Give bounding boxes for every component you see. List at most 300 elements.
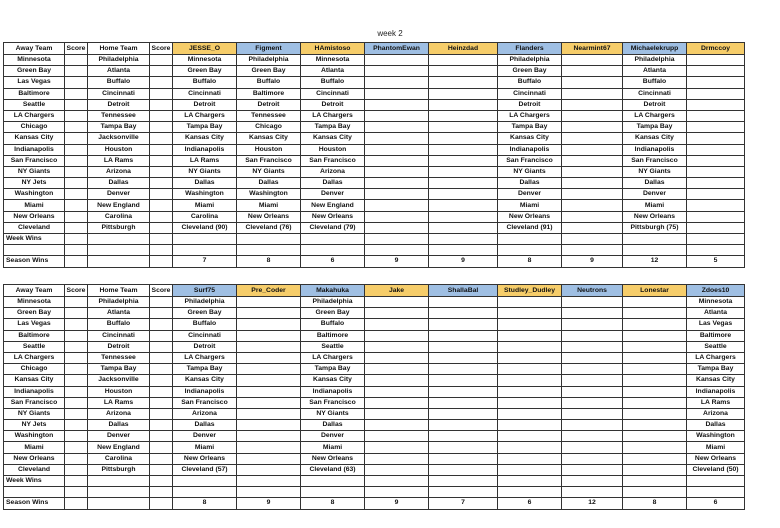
home-score-cell (150, 155, 173, 166)
away-score-cell (65, 88, 88, 99)
home-score-header: Score (150, 285, 173, 297)
pick-cell (562, 464, 623, 475)
pick-cell (365, 408, 429, 419)
game-row (4, 133, 745, 144)
home-score-cell (150, 375, 173, 386)
pick-cell (365, 55, 429, 66)
pick-cell: Cincinnati (623, 88, 687, 99)
pick-cell: Buffalo (301, 319, 365, 330)
pick-cell (562, 397, 623, 408)
blank-cell (65, 245, 88, 256)
game-row (4, 178, 745, 189)
pick-cell: LA Rams (687, 397, 745, 408)
pick-cell (623, 375, 687, 386)
home-score-cell (150, 397, 173, 408)
home-team-cell: New England (88, 442, 150, 453)
week-wins-cell (173, 234, 237, 245)
pick-cell (623, 364, 687, 375)
season-wins-cell: 8 (623, 498, 687, 509)
pick-cell: Seattle (301, 341, 365, 352)
pick-cell (237, 352, 301, 363)
blank-cell (301, 245, 365, 256)
pick-cell: Cleveland (50) (687, 464, 745, 475)
pick-cell (429, 211, 498, 222)
game-row (4, 155, 745, 166)
pick-cell (365, 110, 429, 121)
pick-cell: Kansas City (237, 133, 301, 144)
pick-cell: Detroit (498, 99, 562, 110)
home-team-cell: Detroit (88, 99, 150, 110)
pick-cell (429, 420, 498, 431)
season-wins-cell: 8 (498, 256, 562, 267)
pick-cell (562, 453, 623, 464)
pick-cell: Cincinnati (173, 330, 237, 341)
away-score-cell (65, 330, 88, 341)
pick-cell (365, 453, 429, 464)
home-score-cell (150, 211, 173, 222)
pick-cell: Cleveland (91) (498, 222, 562, 233)
pick-cell (562, 99, 623, 110)
away-score-cell (65, 420, 88, 431)
pick-cell (237, 308, 301, 319)
home-team-cell: Jacksonville (88, 375, 150, 386)
pick-cell: Dallas (301, 178, 365, 189)
away-score-cell (65, 453, 88, 464)
blank-cell (237, 487, 301, 498)
game-row (4, 144, 745, 155)
pick-cell: LA Chargers (623, 110, 687, 121)
pick-cell (365, 431, 429, 442)
week-wins-cell (150, 234, 173, 245)
pick-cell: Indianapolis (687, 386, 745, 397)
season-wins-row (4, 256, 745, 267)
pick-cell: Dallas (301, 420, 365, 431)
pick-cell: Minnesota (687, 297, 745, 308)
pick-cell (562, 77, 623, 88)
home-team-header: Home Team (88, 43, 150, 55)
game-row (4, 330, 745, 341)
pick-cell: LA Chargers (687, 352, 745, 363)
pick-cell: Tennessee (237, 110, 301, 121)
pick-cell (429, 330, 498, 341)
away-score-cell (65, 352, 88, 363)
away-score-cell (65, 144, 88, 155)
blank-cell (173, 245, 237, 256)
picker-header: Pre_Coder (237, 285, 301, 297)
away-team-cell: San Francisco (4, 397, 65, 408)
pick-cell (623, 408, 687, 419)
pick-cell: Detroit (173, 341, 237, 352)
home-team-cell: Cincinnati (88, 88, 150, 99)
pick-cell: NY Giants (623, 166, 687, 177)
pick-cell: Arizona (687, 408, 745, 419)
home-team-cell: New England (88, 200, 150, 211)
pick-cell (429, 222, 498, 233)
pick-cell (365, 200, 429, 211)
pick-cell (365, 144, 429, 155)
pick-cell: Kansas City (301, 375, 365, 386)
pick-cell (562, 352, 623, 363)
blank-cell (301, 487, 365, 498)
pick-cell (562, 341, 623, 352)
pick-cell (429, 88, 498, 99)
pick-cell (498, 297, 562, 308)
week-wins-label: Week Wins (4, 476, 65, 487)
blank-cell (623, 487, 687, 498)
season-wins-cell: 9 (365, 498, 429, 509)
week-wins-cell (65, 476, 88, 487)
pick-cell (365, 178, 429, 189)
home-team-cell: LA Rams (88, 155, 150, 166)
pick-cell: LA Chargers (173, 352, 237, 363)
pick-cell: Kansas City (173, 133, 237, 144)
pick-cell: Buffalo (173, 319, 237, 330)
picker-header: ShallaBal (429, 285, 498, 297)
away-team-cell: Seattle (4, 341, 65, 352)
pick-cell: Chicago (237, 122, 301, 133)
away-team-cell: Miami (4, 442, 65, 453)
pick-cell: Baltimore (301, 330, 365, 341)
picker-header: Figment (237, 43, 301, 55)
game-row (4, 420, 745, 431)
home-score-cell (150, 420, 173, 431)
pick-cell (498, 386, 562, 397)
pick-cell: San Francisco (301, 155, 365, 166)
home-team-cell: Detroit (88, 341, 150, 352)
blank-cell (237, 245, 301, 256)
pick-cell (498, 408, 562, 419)
pick-cell: Atlanta (687, 308, 745, 319)
pick-cell (623, 386, 687, 397)
season-wins-cell: 6 (301, 256, 365, 267)
pick-cell: Baltimore (237, 88, 301, 99)
pick-cell: Buffalo (301, 77, 365, 88)
game-row (4, 222, 745, 233)
pick-cell (498, 341, 562, 352)
pick-cell: Indianapolis (498, 144, 562, 155)
away-score-cell (65, 55, 88, 66)
season-wins-cell: 5 (687, 256, 745, 267)
home-score-cell (150, 55, 173, 66)
pick-cell (237, 386, 301, 397)
home-team-cell: Houston (88, 386, 150, 397)
pick-cell (687, 99, 745, 110)
blank-cell (150, 245, 173, 256)
away-team-cell: Minnesota (4, 297, 65, 308)
pick-cell (562, 200, 623, 211)
pick-cell (365, 222, 429, 233)
pick-cell: Buffalo (173, 77, 237, 88)
home-score-cell (150, 408, 173, 419)
week-wins-cell (429, 234, 498, 245)
pick-cell (365, 375, 429, 386)
pick-cell: Philadelphia (173, 297, 237, 308)
pick-cell (365, 330, 429, 341)
season-wins-cell: 8 (173, 498, 237, 509)
home-team-cell: Dallas (88, 178, 150, 189)
home-score-header: Score (150, 43, 173, 55)
game-row (4, 77, 745, 88)
week-wins-cell (301, 476, 365, 487)
week-wins-cell (562, 476, 623, 487)
pick-cell (498, 364, 562, 375)
pick-cell: Miami (173, 442, 237, 453)
season-wins-cell: 6 (687, 498, 745, 509)
pick-cell (365, 88, 429, 99)
picks-table-top (3, 42, 745, 268)
pick-cell (562, 166, 623, 177)
season-wins-cell: 7 (173, 256, 237, 267)
pick-cell: Minnesota (301, 55, 365, 66)
pick-cell (429, 341, 498, 352)
season-wins-cell: 6 (498, 498, 562, 509)
away-score-header: Score (65, 285, 88, 297)
pick-cell (687, 155, 745, 166)
home-score-cell (150, 178, 173, 189)
pick-cell: Philadelphia (498, 55, 562, 66)
pick-cell: Kansas City (687, 375, 745, 386)
blank-cell (498, 245, 562, 256)
home-score-cell (150, 352, 173, 363)
pick-cell (429, 386, 498, 397)
pick-cell: Dallas (687, 420, 745, 431)
away-score-cell (65, 66, 88, 77)
home-score-cell (150, 189, 173, 200)
game-row (4, 431, 745, 442)
season-wins-blank (150, 498, 173, 509)
pick-cell (623, 420, 687, 431)
away-score-cell (65, 189, 88, 200)
away-team-cell: Miami (4, 200, 65, 211)
pick-cell (237, 330, 301, 341)
week-wins-cell (623, 234, 687, 245)
pick-cell: NY Giants (237, 166, 301, 177)
pick-cell (687, 55, 745, 66)
blank-cell (429, 245, 498, 256)
pick-cell (365, 189, 429, 200)
pick-cell: Green Bay (173, 66, 237, 77)
home-team-cell: Cincinnati (88, 330, 150, 341)
pick-cell (429, 77, 498, 88)
home-team-cell: LA Rams (88, 397, 150, 408)
pick-cell (562, 442, 623, 453)
pick-cell: New England (301, 200, 365, 211)
home-score-cell (150, 222, 173, 233)
week-wins-cell (88, 476, 150, 487)
home-team-cell: Pittsburgh (88, 464, 150, 475)
home-team-cell: Dallas (88, 420, 150, 431)
away-score-cell (65, 364, 88, 375)
pick-cell: NY Giants (498, 166, 562, 177)
away-team-cell: San Francisco (4, 155, 65, 166)
week-wins-cell (301, 234, 365, 245)
pick-cell (429, 453, 498, 464)
pick-cell: Carolina (173, 211, 237, 222)
pick-cell (429, 464, 498, 475)
pick-cell (623, 352, 687, 363)
pick-cell (498, 352, 562, 363)
pick-cell: San Francisco (301, 397, 365, 408)
week-wins-cell (498, 476, 562, 487)
pick-cell: Cleveland (76) (237, 222, 301, 233)
blank-cell (498, 487, 562, 498)
away-team-cell: Green Bay (4, 308, 65, 319)
pick-cell (237, 408, 301, 419)
pick-cell (498, 442, 562, 453)
home-score-cell (150, 464, 173, 475)
pick-cell: Dallas (623, 178, 687, 189)
pick-cell (365, 364, 429, 375)
pick-cell (429, 55, 498, 66)
home-team-cell: Atlanta (88, 308, 150, 319)
away-score-cell (65, 386, 88, 397)
pick-cell: Green Bay (301, 308, 365, 319)
pick-cell: Tampa Bay (623, 122, 687, 133)
pick-cell (562, 155, 623, 166)
pick-cell (365, 341, 429, 352)
pick-cell (237, 442, 301, 453)
week-wins-cell (365, 234, 429, 245)
pick-cell (562, 431, 623, 442)
pick-cell: Cleveland (63) (301, 464, 365, 475)
season-wins-cell: 12 (562, 498, 623, 509)
home-team-cell: Tennessee (88, 110, 150, 121)
pick-cell (237, 319, 301, 330)
pick-cell (365, 420, 429, 431)
pick-cell (237, 431, 301, 442)
pick-cell: Green Bay (237, 66, 301, 77)
season-wins-blank (65, 256, 88, 267)
pick-cell (687, 166, 745, 177)
pick-cell: Dallas (237, 178, 301, 189)
blank-row (4, 487, 745, 498)
season-wins-blank (65, 498, 88, 509)
game-row (4, 308, 745, 319)
away-team-cell: Baltimore (4, 330, 65, 341)
week-wins-cell (623, 476, 687, 487)
pick-cell (365, 319, 429, 330)
pick-cell: Las Vegas (687, 319, 745, 330)
pick-cell (562, 133, 623, 144)
picker-header: HAmistoso (301, 43, 365, 55)
home-team-cell: Pittsburgh (88, 222, 150, 233)
away-team-cell: Indianapolis (4, 386, 65, 397)
season-wins-cell: 8 (301, 498, 365, 509)
pick-cell (429, 200, 498, 211)
pick-cell: Denver (498, 189, 562, 200)
away-team-cell: Washington (4, 431, 65, 442)
pick-cell: Denver (173, 431, 237, 442)
pick-cell (365, 297, 429, 308)
picker-header: Zdoes10 (687, 285, 745, 297)
game-row (4, 211, 745, 222)
week-wins-label: Week Wins (4, 234, 65, 245)
pick-cell (365, 66, 429, 77)
season-wins-cell: 8 (237, 256, 301, 267)
picker-header: Lonestar (623, 285, 687, 297)
pick-cell: Indianapolis (623, 144, 687, 155)
pick-cell: Kansas City (173, 375, 237, 386)
week-wins-cell (687, 476, 745, 487)
pick-cell (429, 178, 498, 189)
pick-cell: Dallas (498, 178, 562, 189)
game-row (4, 166, 745, 177)
season-wins-cell: 9 (429, 256, 498, 267)
home-score-cell (150, 88, 173, 99)
pick-cell (498, 431, 562, 442)
away-team-cell: LA Chargers (4, 352, 65, 363)
pick-cell (429, 133, 498, 144)
blank-cell (687, 487, 745, 498)
home-team-cell: Carolina (88, 211, 150, 222)
pick-cell (623, 330, 687, 341)
game-row (4, 386, 745, 397)
picker-header: Flanders (498, 43, 562, 55)
pick-cell: New Orleans (301, 211, 365, 222)
pick-cell: Indianapolis (173, 386, 237, 397)
pick-cell: Dallas (173, 178, 237, 189)
pick-cell (429, 189, 498, 200)
week-wins-cell (365, 476, 429, 487)
pick-cell: Washington (237, 189, 301, 200)
pick-cell: New Orleans (623, 211, 687, 222)
pick-cell (365, 308, 429, 319)
week-wins-cell (237, 476, 301, 487)
pick-cell: Cincinnati (301, 88, 365, 99)
blank-cell (562, 487, 623, 498)
pick-cell (687, 189, 745, 200)
home-team-cell: Houston (88, 144, 150, 155)
pick-cell (562, 110, 623, 121)
away-team-cell: Las Vegas (4, 77, 65, 88)
pick-cell: Detroit (237, 99, 301, 110)
pick-cell (687, 110, 745, 121)
pick-cell: Denver (301, 189, 365, 200)
pick-cell (365, 133, 429, 144)
season-wins-label: Season Wins (4, 498, 65, 509)
game-row (4, 200, 745, 211)
season-wins-label: Season Wins (4, 256, 65, 267)
pick-cell (562, 386, 623, 397)
home-score-cell (150, 330, 173, 341)
pick-cell: Green Bay (498, 66, 562, 77)
week-wins-cell (498, 234, 562, 245)
pick-cell: New Orleans (237, 211, 301, 222)
pick-cell (562, 144, 623, 155)
week-wins-cell (562, 234, 623, 245)
pick-cell (623, 297, 687, 308)
pick-cell (237, 420, 301, 431)
pick-cell (687, 178, 745, 189)
pick-cell (687, 222, 745, 233)
pick-cell (365, 386, 429, 397)
pick-cell (429, 144, 498, 155)
pick-cell (562, 211, 623, 222)
away-score-cell (65, 464, 88, 475)
away-score-cell (65, 166, 88, 177)
away-team-cell: NY Jets (4, 420, 65, 431)
blank-cell (150, 487, 173, 498)
home-score-cell (150, 66, 173, 77)
pick-cell (687, 122, 745, 133)
pick-cell: Kansas City (623, 133, 687, 144)
pick-cell (429, 66, 498, 77)
pick-cell (687, 133, 745, 144)
pick-cell: San Francisco (173, 397, 237, 408)
home-team-cell: Arizona (88, 166, 150, 177)
pick-cell: Detroit (623, 99, 687, 110)
pick-cell: Detroit (301, 99, 365, 110)
